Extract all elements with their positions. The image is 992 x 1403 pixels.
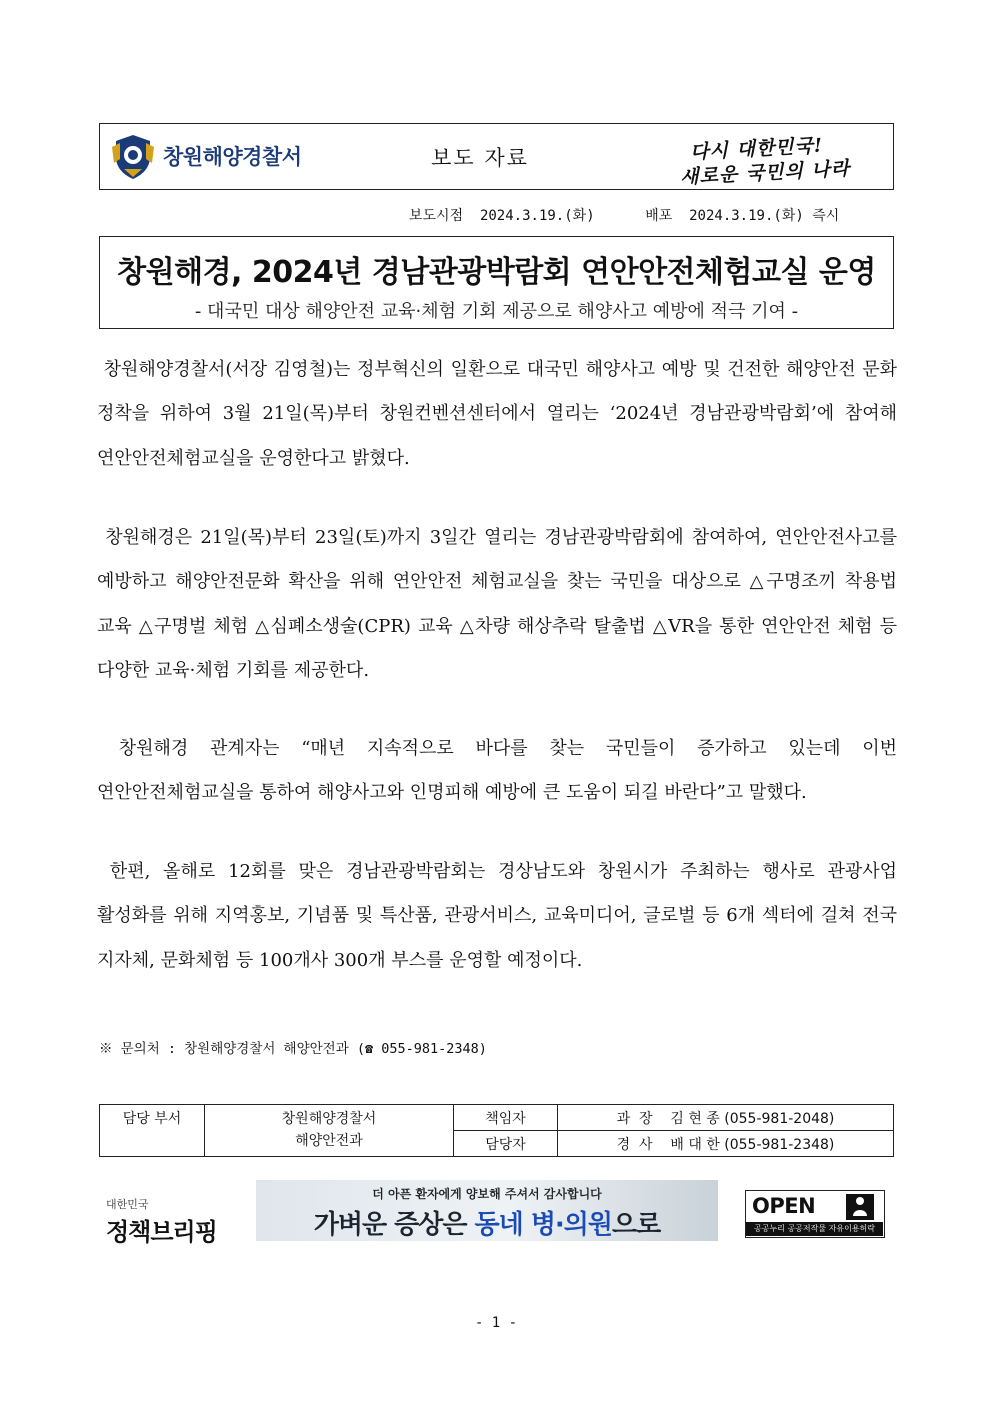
org-name: 창원해양경찰서 <box>163 145 302 169</box>
banner-main-highlight: 동네 병·의원 <box>474 1210 613 1240</box>
banner-top-text: 더 아픈 환자에게 양보해 주셔서 감사합니다 <box>372 1187 602 1201</box>
release-info: 보도시점 2024.3.19.(화) 배포 2024.3.19.(화) 즉시 <box>409 208 840 224</box>
role-cell: 책임자 <box>454 1105 558 1131</box>
person-cell: 과 장 김 현 종 (055-981-2048) <box>558 1105 894 1131</box>
banner-main-c: 으로 <box>612 1210 661 1240</box>
slogan-line-1: 다시 대한민국! <box>689 134 824 164</box>
body-paragraph: 창원해경은 21일(목)부터 23일(토)까지 3일간 열리는 경남관광박람회에 참여하여, 연안안전사고를 예방하고 해양안전문화 확산을 위해 연안안전 체험교실을 찾는 국민을 대상으로 △구명조끼 착용법 교육 △구명벌 체험 △심폐소생술(CPR) 교육 △차량 해상추락 탈출법 △VR을 통한 연안안전 체험 등 다양한 교육·체험 기회를 제공한다. <box>97 527 897 681</box>
staff-table <box>99 1104 894 1157</box>
campaign-banner[interactable] <box>256 1180 718 1241</box>
police-emblem-icon <box>110 133 156 181</box>
body-paragraph: 창원해경 관계자는 “매년 지속적으로 바다를 찾는 국민들이 증가하고 있는데 이번 연안안전체험교실을 통하여 해양사고와 인명피해 예방에 큰 도움이 되길 바란다”고 말했다. <box>97 738 897 804</box>
policy-logo-small: 대한민국 <box>106 1198 149 1211</box>
dept-name <box>205 1105 454 1157</box>
body-paragraph: 창원해양경찰서(서장 김영철)는 정부혁신의 일환으로 대국민 해양사고 예방 및 건전한 해양안전 문화 정착을 위하여 3월 21일(목)부터 창원컨벤션센터에서 열리는 ‘2024년 경남관광박람회’에 참여해 연안안전체험교실을 운영한다고 밝혔다. <box>97 359 897 469</box>
banner-main-a: 가벼운 증상은 <box>313 1210 475 1240</box>
dept-name-line2: 해양안전과 <box>295 1133 363 1149</box>
page-subtitle: - 대국민 대상 해양안전 교육·체험 기회 제공으로 해양사고 예방에 적극 기여 - <box>194 301 799 322</box>
contact-note: ※ 문의처 : 창원해양경찰서 해양안전과 (☎ 055-981-2348) <box>99 1041 487 1057</box>
table-row <box>100 1105 894 1131</box>
open-license-badge[interactable] <box>745 1190 885 1238</box>
open-license-caption: 공공누리 공공저작물 자유이용허락 <box>746 1222 883 1236</box>
policy-briefing-logo[interactable] <box>106 1196 217 1247</box>
slogan-line-2: 새로운 국민의 나라 <box>679 157 851 189</box>
page-number: - 1 - <box>474 1315 518 1331</box>
attribution-icon <box>846 1194 874 1220</box>
dept-name-line1: 창원해양경찰서 <box>281 1111 377 1127</box>
page-title: 창원해경, 2024년 경남관광박람회 연안안전체험교실 운영 <box>117 255 876 290</box>
person-cell: 경 사 배 대 한 (055-981-2348) <box>558 1131 894 1157</box>
banner-main-text <box>256 1204 718 1241</box>
dept-label: 담당 부서 <box>100 1105 205 1157</box>
open-license-text: OPEN <box>752 1194 816 1218</box>
role-cell: 담당자 <box>454 1131 558 1157</box>
policy-logo-big: 정책브리핑 <box>106 1218 217 1246</box>
body-paragraph: 한편, 올해로 12회를 맞은 경남관광박람회는 경상남도와 창원시가 주최하는 행사로 관광사업 활성화를 위해 지역홍보, 기념품 및 특산품, 관광서비스, 교육미디어, 글로벌 등 6개 섹터에 걸쳐 전국 지자체, 문화체험 등 100개사 300개 부스를 운영할 예정이다. <box>97 861 897 971</box>
document-type: 보도 자료 <box>431 146 529 170</box>
